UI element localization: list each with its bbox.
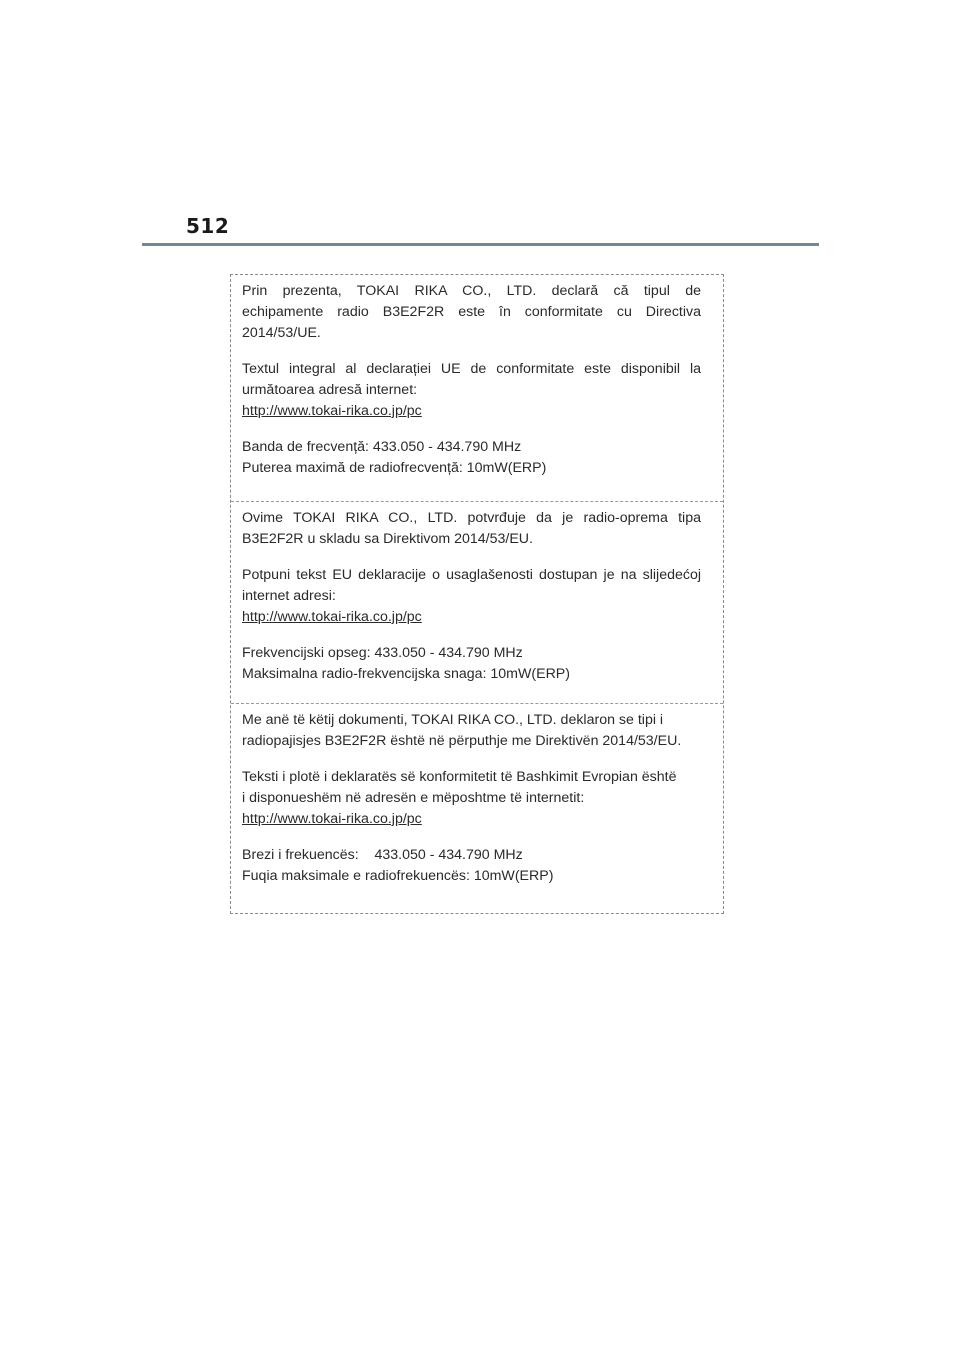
declaration-line: radiopajisjes B3E2F2R është në përputhje me Direktivën 2014/53/EU.: [242, 733, 682, 749]
declaration-line: internet adresi:: [242, 588, 336, 604]
declaration-line: i disponueshëm në adresën e mëposhtme të internetit:: [242, 790, 585, 806]
declaration-line: următoarea adresă internet:: [242, 382, 418, 398]
declaration-paragraph: [242, 508, 701, 550]
declaration-line: B3E2F2R u skladu sa Direktivom 2014/53/EU.: [242, 531, 533, 547]
conformity-text-paragraph: [242, 359, 701, 422]
declaration-paragraph: [242, 281, 701, 344]
header-rule: [142, 243, 819, 246]
max-power: Fuqia maksimale e radiofrekuencës: 10mW(ERP): [242, 868, 554, 884]
frequency-paragraph: [242, 643, 701, 685]
frequency-band: Frekvencijski opseg: 433.050 - 434.790 MHz: [242, 645, 523, 661]
declaration-line: Ovime TOKAI RIKA CO., LTD. potvrđuje da je radio-oprema tipa: [242, 510, 701, 526]
declaration-line: Teksti i plotë i deklaratës së konformitetit të Bashkimit Evropian është: [242, 769, 677, 785]
max-power: Puterea maximă de radiofrecvență: 10mW(ERP): [242, 460, 547, 476]
declaration-line: Prin prezenta, TOKAI RIKA CO., LTD. declară că tipul de: [242, 283, 701, 299]
declaration-line: Textul integral al declarației UE de conformitate este disponibil la: [242, 361, 701, 377]
declaration-paragraph: [242, 710, 701, 752]
declaration-line: echipamente radio B3E2F2R este în conformitate cu Directiva: [242, 304, 701, 320]
frequency-band: Brezi i frekuencës: 433.050 - 434.790 MHz: [242, 847, 523, 863]
frequency-paragraph: [242, 437, 701, 479]
frequency-paragraph: [242, 845, 701, 887]
declaration-line: Me anë të këtij dokumenti, TOKAI RIKA CO., LTD. deklaron se tipi i: [242, 712, 664, 728]
declaration-url-link[interactable]: http://www.tokai-rika.co.jp/pc: [242, 811, 422, 827]
declaration-url-link[interactable]: http://www.tokai-rika.co.jp/pc: [242, 403, 422, 419]
declaration-section-albanian: [231, 703, 723, 913]
max-power: Maksimalna radio-frekvencijska snaga: 10mW(ERP): [242, 666, 570, 682]
declaration-box: [230, 274, 724, 914]
frequency-band: Banda de frecvență: 433.050 - 434.790 MHz: [242, 439, 522, 455]
declaration-line: Potpuni tekst EU deklaracije o usaglašenosti dostupan je na slijedećoj: [242, 567, 701, 583]
declaration-line: 2014/53/UE.: [242, 325, 321, 341]
conformity-text-paragraph: [242, 767, 701, 830]
declaration-section-croatian: [231, 501, 723, 703]
conformity-text-paragraph: [242, 565, 701, 628]
declaration-url-link[interactable]: http://www.tokai-rika.co.jp/pc: [242, 609, 422, 625]
page-number: 512: [186, 214, 230, 238]
declaration-section-romanian: [231, 275, 723, 501]
